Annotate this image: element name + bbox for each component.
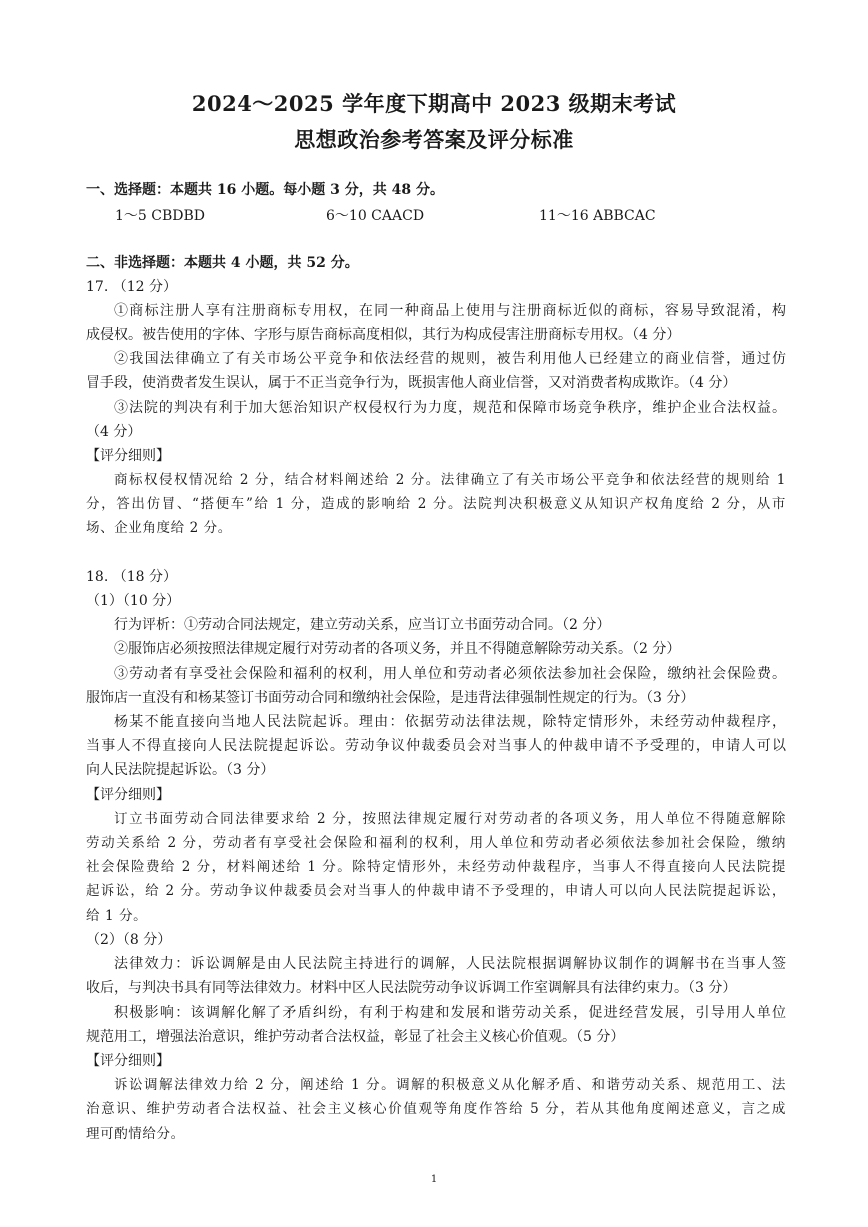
q17-point3-line1: ③法院的判决有利于加大惩治知识产权侵权行为力度，规范和保障市场竞争秩序，维护企业合法权益。 [114, 400, 786, 416]
mc-answers-1-5: 1～5 CBDBD [115, 208, 206, 224]
section2-heading: 二、非选择题：本题共 4 小题，共 52 分。 [86, 255, 359, 271]
page-number: 1 [430, 1174, 438, 1185]
q18-rubric1-line5: 给 1 分。 [86, 908, 148, 924]
q18-rubric2-line1: 诉讼调解法律效力给 2 分，阐述给 1 分。调解的积极意义从化解矛盾、和谐劳动关系、规范用工、法 [114, 1077, 786, 1093]
q18-rubric2-line2: 治意识、维护劳动者合法权益、社会主义核心价值观等角度作答给 5 分，若从其他角度阐述意义，言之成 [86, 1101, 786, 1117]
q18-part1-line2: ②服饰店必须按照法律规定履行对劳动者的各项义务，并且不得随意解除劳动关系。（2 分） [114, 641, 681, 657]
q17-label: 17. （12 分） [86, 279, 177, 295]
q18-rubric1-line3: 社会保险费给 2 分，材料阐述给 1 分。除特定情形外，未经劳动仲裁程序，当事人不得直接向人民法院提 [86, 859, 786, 875]
section1-heading: 一、选择题：本题共 16 小题。每小题 3 分，共 48 分。 [86, 182, 444, 198]
q18-part2-line1b: 收后，与判决书具有同等法律效力。材料中区人民法院劳动争议诉调工作室调解具有法律约束力。（3 分） [86, 980, 737, 996]
q18-part2-line1a: 法律效力：诉讼调解是由人民法院主持进行的调解，人民法院根据调解协议制作的调解书在当事人签 [114, 956, 786, 972]
q18-part2-label: （2）（8 分） [86, 932, 172, 948]
q17-point3-line2: （4 分） [86, 424, 142, 440]
q17-rubric-title: 【评分细则】 [86, 448, 170, 464]
q18-rubric1-line4: 起诉讼，给 2 分。劳动争议仲裁委员会对当事人的仲裁申请不予受理的，申请人可以向人民法院提起诉讼， [86, 883, 786, 899]
q17-point1-line1: ①商标注册人享有注册商标专用权，在同一种商品上使用与注册商标近似的商标，容易导致混淆，构 [114, 303, 786, 319]
q18-part1-line1: 行为评析：①劳动合同法规定，建立劳动关系，应当订立书面劳动合同。（2 分） [114, 617, 611, 633]
q18-rubric2-title: 【评分细则】 [86, 1053, 170, 1069]
q18-part2-line2a: 积极影响：该调解化解了矛盾纠纷，有利于构建和发展和谐劳动关系，促进经营发展，引导用人单位 [114, 1005, 786, 1021]
q18-part1-label: （1）（10 分） [86, 593, 181, 609]
document-subtitle: 思想政治参考答案及评分标准 [294, 127, 574, 152]
q18-part1-line4a: 杨某不能直接向当地人民法院起诉。理由：依据劳动法律法规，除特定情形外，未经劳动仲裁程序， [114, 714, 786, 730]
q17-point2-line2: 冒手段，使消费者发生误认，属于不正当竞争行为，既损害他人商业信誉，又对消费者构成欺诈。（4 分） [86, 375, 737, 391]
mc-answers-11-16: 11～16 ABBCAC [539, 208, 656, 224]
q17-rubric-line2: 分，答出仿冒、“搭便车”给 1 分，造成的影响给 2 分。法院判决积极意义从知识产权角度给 2 分，从市 [86, 496, 786, 512]
q18-part2-line2b: 规范用工，增强法治意识，维护劳动者合法权益，彰显了社会主义核心价值观。（5 分） [86, 1029, 625, 1045]
q17-point1-line2: 成侵权。被告使用的字体、字形与原告商标高度相似，其行为构成侵害注册商标专用权。（4 分） [86, 327, 681, 343]
q18-rubric1-line1: 订立书面劳动合同法律要求给 2 分，按照法律规定履行对劳动者的各项义务，用人单位不得随意解除 [114, 811, 786, 827]
q18-rubric2-line3: 理可酌情给分。 [86, 1126, 185, 1142]
q18-part1-line3a: ③劳动者有享受社会保险和福利的权利，用人单位和劳动者必须依法参加社会保险，缴纳社会保险费。 [114, 666, 786, 682]
q17-point2-line1: ②我国法律确立了有关市场公平竞争和依法经营的规则，被告利用他人已经建立的商业信誉，通过仿 [114, 351, 786, 367]
document-title: 2024～2025 学年度下期高中 2023 级期末考试 [191, 91, 677, 116]
q17-rubric-line3: 场、企业角度给 2 分。 [86, 520, 232, 536]
q18-rubric1-line2: 劳动关系给 2 分，劳动者有享受社会保险和福利的权利，用人单位和劳动者必须依法参加社会保险，缴纳 [86, 835, 786, 851]
mc-answers-6-10: 6～10 CAACD [326, 208, 425, 224]
q17-rubric-line1: 商标权侵权情况给 2 分，结合材料阐述给 2 分。法律确立了有关市场公平竞争和依法经营的规则给 1 [114, 472, 786, 488]
q18-label: 18. （18 分） [86, 569, 177, 585]
q18-part1-line3b: 服饰店一直没有和杨某签订书面劳动合同和缴纳社会保险，是违背法律强制性规定的行为。（3 分） [86, 690, 695, 706]
q18-rubric1-title: 【评分细则】 [86, 787, 170, 803]
q18-part1-line4c: 向人民法院提起诉讼。（3 分） [86, 762, 275, 778]
q18-part1-line4b: 当事人不得直接向人民法院提起诉讼。劳动争议仲裁委员会对当事人的仲裁申请不予受理的，申请人可以 [86, 738, 786, 754]
